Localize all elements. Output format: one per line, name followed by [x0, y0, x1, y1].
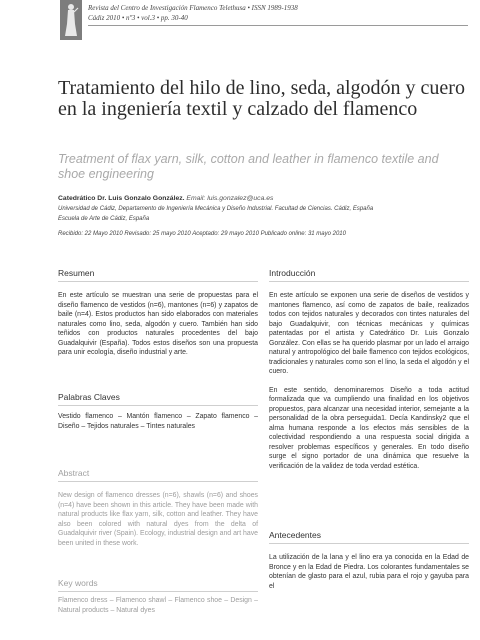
- author-email[interactable]: Email: luis.gonzalez@uca.es: [186, 195, 274, 202]
- keywords-text: Flamenco dress – Flamenco shawl – Flamenco shoe – Design – Natural products – Natural dyes: [58, 597, 258, 614]
- resumen-section: [58, 268, 258, 358]
- affiliation-university: Universidad de Cádiz, Departamento de Ingeniería Mecánica y Diseño Industrial. Facultad de Ciencias. Cádiz, España: [58, 206, 374, 212]
- claves-heading: Palabras Claves: [58, 392, 258, 406]
- claves-section: [58, 392, 258, 431]
- author-name: Catedrático Dr. Luis Gonzalo González.: [58, 195, 185, 202]
- keywords-section: [58, 578, 258, 615]
- header-divider: [88, 25, 468, 26]
- abstract-heading: Abstract: [58, 468, 258, 482]
- abstract-section: [58, 468, 258, 548]
- affiliation-school: Escuela de Arte de Cádiz, España: [58, 216, 150, 222]
- introduccion-section: [269, 268, 469, 471]
- introduccion-paragraph-1: En este artículo se exponen una serie de diseños de vestidos y mantones flamenco, así como de zapatos de baile, realizados todos con tejidos naturales y decorados con tintes naturales del bajo Guadalquivir, con técnicas mecánicas y químicas patentadas por el artista y Catedrático Dr. Luis Gonzalo González. Con ellas se ha querido plasmar por un lado el arraigo natural y antropológico del baile flamenco con tejidos ecológicos, tradicionales y naturales como son el lino, la seda el algodón y el cuero.: [269, 292, 469, 375]
- journal-logo: [60, 0, 82, 40]
- antecedentes-heading: Antecedentes: [269, 530, 469, 544]
- resumen-heading: Resumen: [58, 268, 258, 282]
- antecedentes-section: [269, 530, 469, 591]
- claves-text: Vestido flamenco – Mantón flamenco – Zapato flamenco – Diseño – Tejidos naturales – Tintes naturales: [58, 413, 258, 430]
- abstract-text: New design of flamenco dresses (n=6), shawls (n=6) and shoes (n=4) have been shown in this article. They have been made with natural products like flax yarn, silk, cotton and leather. They have also been colored with natural dyes from the delta of Guadalquivir river (Spain). Ecology, industrial design and art have been united in these work.: [58, 492, 258, 547]
- article-title: Tratamiento del hilo de lino, seda, algodón y cuero en la ingeniería textil y calzado del flamenco: [58, 77, 465, 120]
- keywords-heading: Key words: [58, 578, 258, 592]
- antecedentes-text: La utilización de la lana y el lino era ya conocida en la Edad de Bronce y en la Edad de Piedra. Los colorantes fundamentales se obtenían de glasto para el azul, rubia para el rojo y gayuba para el: [269, 554, 469, 590]
- publication-dates: Recibido: 22 Mayo 2010 Revisado: 25 mayo 2010 Aceptado: 29 mayo 2010 Publicado online: 31 mayo 2010: [58, 231, 346, 237]
- journal-issue-line: Cádiz 2010 • nº3 • vol.3 • pp. 30-40: [88, 14, 188, 22]
- journal-info-line: Revista del Centro de Investigación Flamenco Telethusa • ISSN 1989-1938: [88, 4, 298, 12]
- article-title-english: Treatment of flax yarn, silk, cotton and leather in flamenco textile and shoe engineering: [58, 152, 439, 181]
- author-line: [58, 193, 468, 204]
- introduccion-paragraph-2: En este sentido, denominaremos Diseño a toda actitud formalizada que va cumpliendo una finalidad en los objetivos propuestos, para alcanzar una necesidad interior, semejante a la personalidad de la obra perseguida1. Decía Kandinsky2 que el alma humana responde a los efectos más sensibles de la colectividad respondiendo a una respuesta social dirigida a resolver problemas específicos y generales. En todo diseño surge el signo portador de una dinámica que resuelve la verificación de la validez de toda verdad estética.: [269, 386, 469, 470]
- introduccion-heading: Introducción: [269, 268, 469, 282]
- muse-statue-icon: [60, 0, 82, 40]
- resumen-text: En este artículo se muestran una serie de propuestas para el diseño flamenco de vestidos (n=6), mantones (n=6) y zapatos de baile (n=4). Estos productos han sido elaborados con materiales naturales como lino, seda, algodón y cuero. También han sido teñidos con productos naturales procedentes del bajo Guadalquivir (España). Todos estos diseños son una propuesta para unir ecología, diseño industrial y arte.: [58, 292, 258, 356]
